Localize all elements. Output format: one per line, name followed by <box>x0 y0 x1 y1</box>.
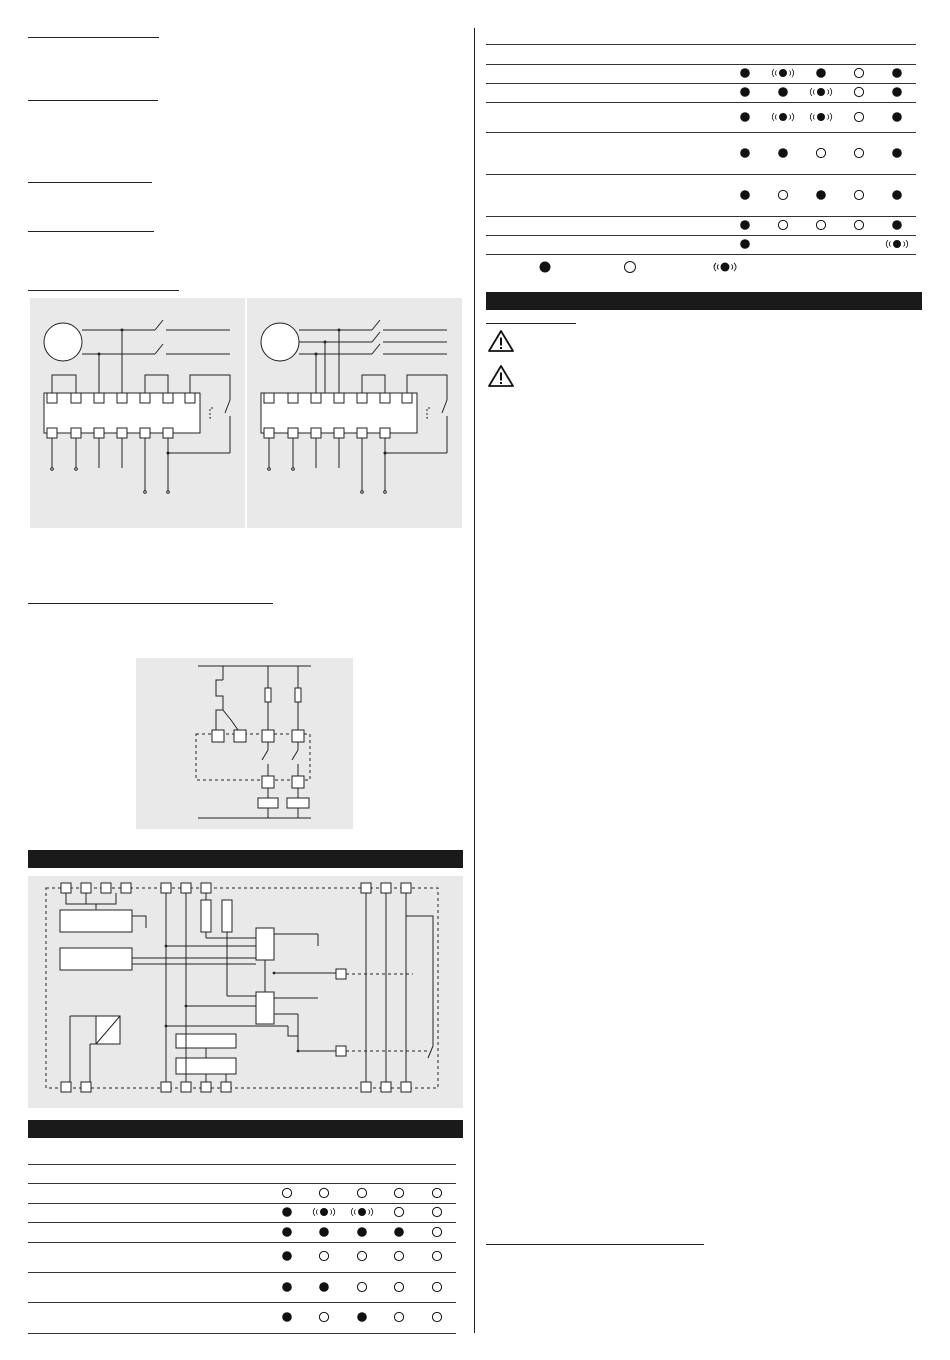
table-row-rule <box>28 1333 456 1334</box>
led-flash-icon <box>348 1205 376 1219</box>
led-off-icon <box>392 1205 406 1219</box>
led-off-icon <box>280 1186 294 1200</box>
led-off-icon <box>814 218 828 232</box>
table-row-rule <box>486 235 916 236</box>
led-off-icon <box>852 66 866 80</box>
led-off-icon <box>355 1280 369 1294</box>
led-off-icon <box>814 146 828 160</box>
legend-on-icon <box>538 260 552 274</box>
led-off-icon <box>430 1205 444 1219</box>
led-on-icon <box>317 1280 331 1294</box>
warning-triangle-icon <box>487 329 515 353</box>
led-off-icon <box>430 1310 444 1324</box>
led-on-icon <box>890 66 904 80</box>
block-diagram <box>28 876 463 1108</box>
led-on-icon <box>814 188 828 202</box>
table-row-rule <box>28 1222 456 1223</box>
section-bar-warnings <box>486 292 922 310</box>
led-off-icon <box>430 1249 444 1263</box>
led-flash-icon <box>883 237 911 251</box>
legend-off-icon <box>623 260 637 274</box>
led-on-icon <box>280 1249 294 1263</box>
led-on-icon <box>890 188 904 202</box>
right-table-top-rule <box>486 44 916 45</box>
led-on-icon <box>280 1280 294 1294</box>
table-row-rule <box>28 1302 456 1303</box>
led-on-icon <box>392 1225 406 1239</box>
table-row-rule <box>28 1183 456 1184</box>
led-off-icon <box>430 1225 444 1239</box>
led-on-icon <box>890 110 904 124</box>
led-on-icon <box>890 146 904 160</box>
table-row-rule <box>28 1272 456 1273</box>
led-flash-icon <box>769 110 797 124</box>
led-on-icon <box>738 85 752 99</box>
led-off-icon <box>317 1310 331 1324</box>
led-off-icon <box>392 1186 406 1200</box>
led-off-icon <box>430 1186 444 1200</box>
led-on-icon <box>738 146 752 160</box>
led-off-icon <box>852 110 866 124</box>
table-row-rule <box>486 64 916 65</box>
heading-underline-1 <box>28 37 159 38</box>
led-on-icon <box>355 1225 369 1239</box>
led-off-icon <box>776 188 790 202</box>
led-flash-icon <box>769 66 797 80</box>
led-on-icon <box>814 66 828 80</box>
led-on-icon <box>738 188 752 202</box>
led-on-icon <box>738 110 752 124</box>
led-flash-icon <box>807 85 835 99</box>
led-off-icon <box>852 85 866 99</box>
led-off-icon <box>776 218 790 232</box>
led-on-icon <box>738 237 752 251</box>
led-on-icon <box>355 1310 369 1324</box>
led-on-icon <box>317 1225 331 1239</box>
led-flash-icon <box>807 110 835 124</box>
led-off-icon <box>392 1310 406 1324</box>
table-row-rule <box>486 132 916 133</box>
table-row-rule <box>486 83 916 84</box>
led-off-icon <box>852 218 866 232</box>
led-on-icon <box>890 218 904 232</box>
warning-triangle-icon <box>487 364 515 388</box>
led-off-icon <box>392 1249 406 1263</box>
led-off-icon <box>392 1280 406 1294</box>
led-on-icon <box>280 1205 294 1219</box>
led-off-icon <box>355 1249 369 1263</box>
led-on-icon <box>890 85 904 99</box>
table-row-rule <box>486 216 916 217</box>
column-divider <box>474 28 475 1333</box>
table-row-rule <box>28 1203 456 1204</box>
led-flash-icon <box>310 1205 338 1219</box>
relay-diagram <box>136 658 353 829</box>
heading-underline-3 <box>28 182 152 183</box>
section-bar-block-diagram <box>28 850 463 868</box>
table-row-rule <box>486 102 916 103</box>
table-row-rule <box>486 254 916 255</box>
table-row-rule <box>28 1242 456 1243</box>
heading-underline-6 <box>28 603 273 604</box>
led-off-icon <box>317 1249 331 1263</box>
led-off-icon <box>317 1186 331 1200</box>
heading-underline-warnings <box>486 323 576 324</box>
led-off-icon <box>852 146 866 160</box>
led-on-icon <box>280 1225 294 1239</box>
led-off-icon <box>430 1280 444 1294</box>
wiring-diagram-left <box>30 298 245 528</box>
left-table-top-rule <box>28 1164 456 1165</box>
heading-underline-4 <box>28 231 154 232</box>
led-on-icon <box>776 85 790 99</box>
legend-flash-icon <box>710 260 740 274</box>
section-bar-led-table <box>28 1120 463 1138</box>
led-on-icon <box>776 146 790 160</box>
table-row-rule <box>486 174 916 175</box>
led-off-icon <box>355 1186 369 1200</box>
led-on-icon <box>738 66 752 80</box>
heading-underline-5 <box>28 290 179 291</box>
led-on-icon <box>280 1310 294 1324</box>
led-off-icon <box>852 188 866 202</box>
wiring-diagram-right <box>247 298 462 528</box>
heading-underline-2 <box>28 100 158 101</box>
led-on-icon <box>738 218 752 232</box>
heading-underline-bottom-right <box>486 1244 704 1245</box>
